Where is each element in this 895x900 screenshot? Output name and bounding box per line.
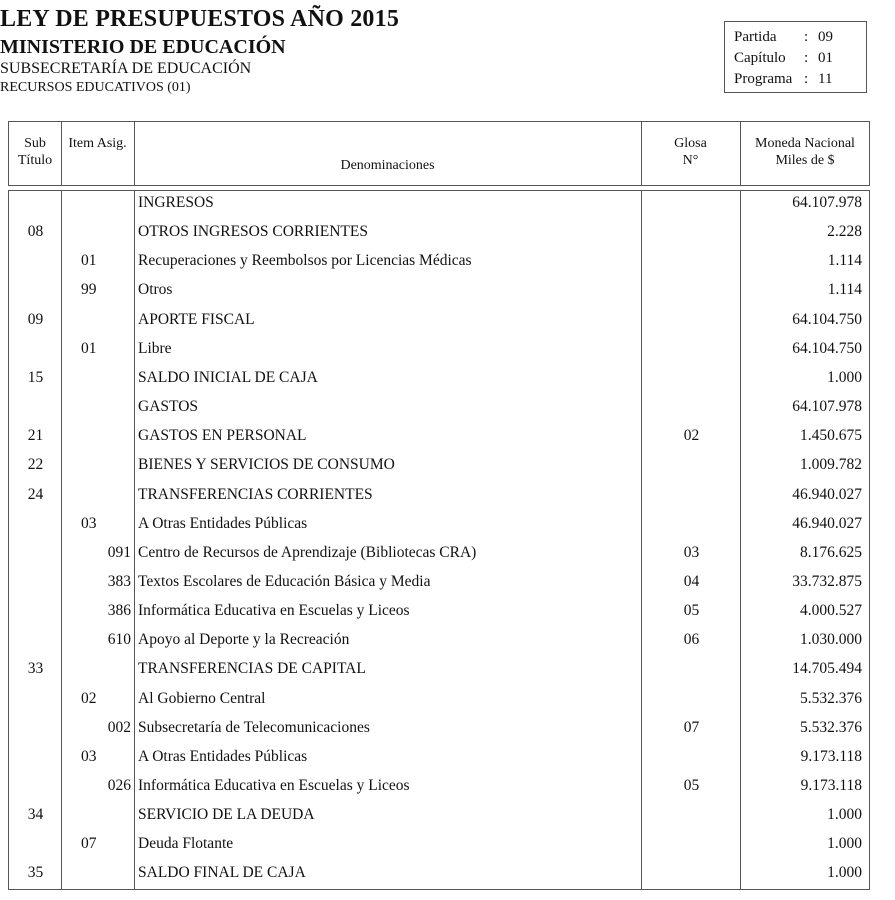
table-row — [9, 625, 869, 654]
table-row — [9, 509, 869, 538]
cell-denominacion: Centro de Recursos de Aprendizaje (Bibliotecas CRA) — [138, 543, 477, 561]
capitulo-row — [734, 48, 833, 68]
table-row — [9, 800, 869, 829]
table-row — [9, 858, 869, 887]
cell-denominacion: Al Gobierno Central — [138, 689, 266, 707]
cell-denominacion: GASTOS EN PERSONAL — [138, 427, 307, 445]
cell-denominacion: Deuda Flotante — [138, 835, 234, 853]
table-header — [8, 121, 870, 186]
cell-denominacion: Informática Educativa en Escuelas y Liceos — [138, 602, 410, 620]
cell-denominacion: Otros — [138, 281, 173, 299]
cell-denominacion: BIENES Y SERVICIOS DE CONSUMO — [138, 456, 395, 474]
table-row — [9, 713, 869, 742]
cell-monto: 5.532.376 — [800, 689, 862, 707]
cell-monto: 9.173.118 — [800, 777, 862, 794]
cell-asignacion: 091 — [107, 543, 131, 561]
table-row — [9, 596, 869, 625]
cell-subtitulo: 33 — [27, 660, 44, 678]
header-item-asig: Item Asig. — [68, 136, 127, 151]
table-row — [9, 275, 869, 304]
capitulo-label: Capítulo — [734, 50, 786, 66]
column-divider — [134, 122, 135, 185]
table-row — [9, 334, 869, 363]
cell-monto: 46.940.027 — [792, 514, 862, 532]
programa-row — [734, 69, 832, 89]
cell-monto: 9.173.118 — [800, 747, 862, 765]
cell-monto: 1.114 — [827, 252, 862, 270]
table-row — [9, 480, 869, 509]
table-row — [9, 829, 869, 858]
cell-denominacion: Subsecretaría de Telecomunicaciones — [138, 718, 370, 736]
cell-subtitulo: 08 — [27, 223, 44, 241]
header-denominaciones: Denominaciones — [340, 158, 435, 173]
cell-monto: 1.009.782 — [800, 456, 862, 474]
partida-value: 09 — [818, 29, 833, 45]
table-row — [9, 742, 869, 771]
cell-denominacion: Informática Educativa en Escuelas y Liceos — [138, 777, 410, 794]
cell-denominacion: Recuperaciones y Reembolsos por Licencias Médicas — [138, 252, 472, 270]
cell-item: 02 — [81, 689, 97, 707]
column-divider — [61, 122, 62, 185]
cell-glosa: 04 — [683, 572, 700, 590]
cell-monto: 64.104.750 — [792, 310, 862, 328]
cell-monto: 1.000 — [827, 864, 862, 882]
cell-denominacion: SALDO FINAL DE CAJA — [138, 864, 306, 882]
separator: : — [804, 71, 809, 87]
cell-denominacion: Apoyo al Deporte y la Recreación — [138, 631, 350, 649]
cell-glosa: 05 — [683, 777, 700, 794]
programa-label: Programa — [734, 71, 793, 87]
cell-denominacion: OTROS INGRESOS CORRIENTES — [138, 223, 368, 241]
table-row — [9, 188, 869, 217]
cell-asignacion: 026 — [107, 777, 131, 794]
table-row — [9, 567, 869, 596]
table-row — [9, 363, 869, 392]
cell-monto: 1.114 — [827, 281, 862, 299]
cell-monto: 64.104.750 — [792, 339, 862, 357]
cell-subtitulo: 24 — [27, 485, 44, 503]
cell-monto: 1.000 — [827, 835, 862, 853]
table-row — [9, 654, 869, 683]
cell-denominacion: TRANSFERENCIAS CORRIENTES — [138, 485, 373, 503]
programa-value: 11 — [818, 71, 833, 87]
cell-denominacion: Libre — [138, 339, 172, 357]
table-row — [9, 450, 869, 479]
cell-asignacion: 383 — [107, 572, 131, 590]
header-glosa-line1: Glosa — [674, 136, 707, 151]
table-body — [8, 190, 870, 890]
cell-subtitulo: 22 — [27, 456, 44, 474]
cell-item: 03 — [81, 747, 97, 765]
capitulo-value: 01 — [818, 50, 833, 66]
cell-subtitulo: 15 — [27, 368, 44, 386]
cell-denominacion: APORTE FISCAL — [138, 310, 255, 328]
cell-glosa: 06 — [683, 631, 700, 649]
cell-denominacion: Textos Escolares de Educación Básica y Media — [138, 572, 431, 590]
separator: : — [804, 50, 809, 66]
cell-glosa: 05 — [683, 602, 700, 620]
cell-asignacion: 386 — [107, 602, 131, 620]
cell-monto: 64.107.978 — [792, 398, 862, 416]
header-glosa — [641, 135, 740, 169]
subsecretaria-name: SUBSECRETARÍA DE EDUCACIÓN — [0, 60, 252, 77]
cell-monto: 33.732.875 — [792, 572, 862, 590]
separator: : — [804, 29, 809, 45]
cell-monto: 1.450.675 — [800, 427, 862, 445]
cell-monto: 5.532.376 — [800, 718, 862, 736]
program-name: RECURSOS EDUCATIVOS (01) — [0, 80, 191, 95]
header-subtitulo — [9, 135, 61, 169]
cell-glosa: 07 — [683, 718, 700, 736]
cell-item: 01 — [81, 339, 97, 357]
cell-denominacion: INGRESOS — [138, 194, 214, 211]
cell-subtitulo: 34 — [27, 806, 44, 824]
cell-denominacion: GASTOS — [138, 398, 199, 416]
cell-monto: 2.228 — [827, 223, 862, 241]
budget-id-box — [724, 21, 867, 93]
cell-subtitulo: 09 — [27, 310, 44, 328]
header-sub-line1: Sub — [24, 136, 46, 151]
header-glosa-line2: N° — [682, 153, 699, 168]
header-moneda — [740, 135, 870, 169]
ministry-name: MINISTERIO DE EDUCACIÓN — [0, 36, 286, 58]
cell-asignacion: 002 — [107, 718, 131, 736]
table-row — [9, 771, 869, 800]
cell-monto: 1.000 — [827, 806, 862, 824]
cell-subtitulo: 21 — [27, 427, 44, 445]
partida-row — [734, 27, 833, 47]
cell-item: 99 — [81, 281, 97, 299]
cell-item: 07 — [81, 835, 97, 853]
cell-subtitulo: 35 — [27, 864, 44, 882]
partida-label: Partida — [734, 29, 777, 45]
cell-item: 03 — [81, 514, 97, 532]
header-moneda-line1: Moneda Nacional — [755, 136, 855, 151]
cell-monto: 8.176.625 — [800, 543, 862, 561]
cell-monto: 14.705.494 — [792, 660, 862, 678]
cell-denominacion: SALDO INICIAL DE CAJA — [138, 368, 318, 386]
document-title: LEY DE PRESUPUESTOS AÑO 2015 — [0, 6, 400, 32]
cell-item: 01 — [81, 252, 97, 270]
cell-glosa: 02 — [683, 427, 700, 445]
cell-glosa: 03 — [683, 543, 700, 561]
cell-monto: 4.000.527 — [800, 602, 862, 620]
cell-denominacion: A Otras Entidades Públicas — [138, 747, 308, 765]
table-row — [9, 684, 869, 713]
cell-asignacion: 610 — [107, 631, 131, 649]
cell-monto: 1.000 — [827, 368, 862, 386]
header-moneda-line2: Miles de $ — [775, 153, 835, 168]
cell-monto: 46.940.027 — [792, 485, 862, 503]
header-sub-line2: Título — [17, 153, 53, 168]
table-row — [9, 217, 869, 246]
table-row — [9, 421, 869, 450]
table-row — [9, 305, 869, 334]
cell-monto: 64.107.978 — [792, 194, 862, 211]
table-row — [9, 538, 869, 567]
table-row — [9, 246, 869, 275]
cell-denominacion: A Otras Entidades Públicas — [138, 514, 308, 532]
cell-denominacion: SERVICIO DE LA DEUDA — [138, 806, 315, 824]
cell-denominacion: TRANSFERENCIAS DE CAPITAL — [138, 660, 366, 678]
table-row — [9, 392, 869, 421]
cell-monto: 1.030.000 — [800, 631, 862, 649]
